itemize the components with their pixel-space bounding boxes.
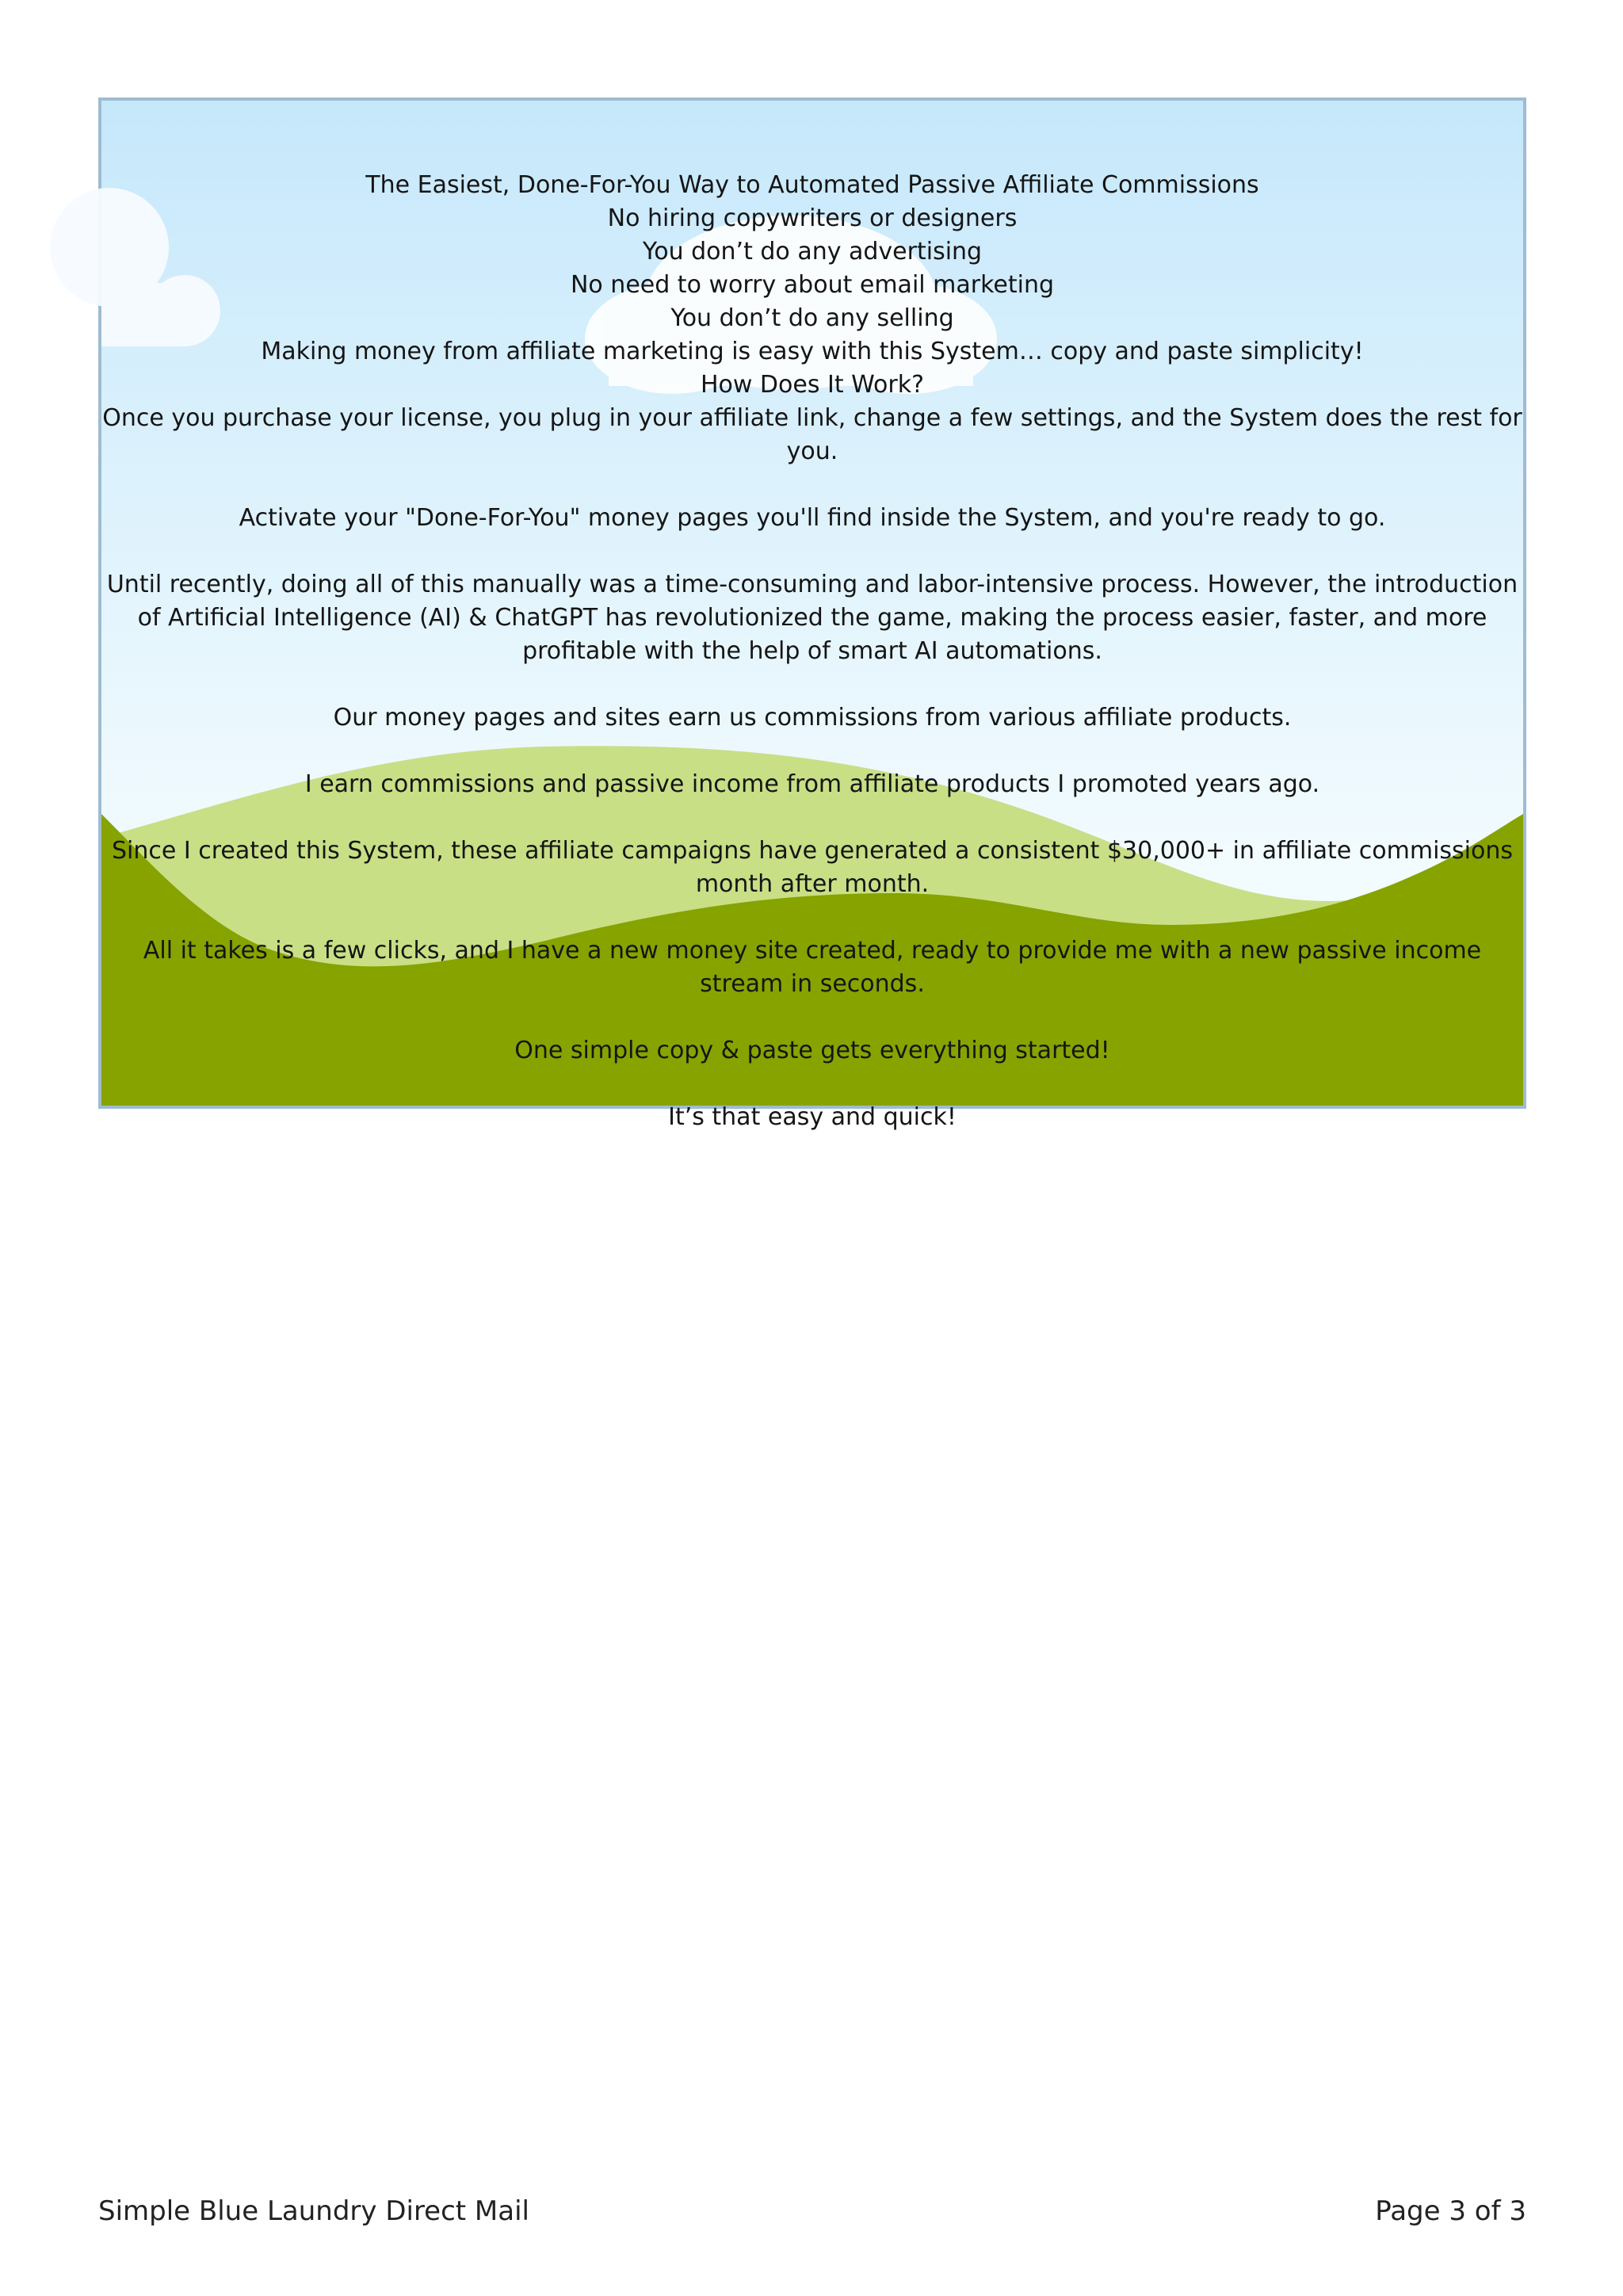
paragraph-money-pages: Our money pages and sites earn us commissions from various affiliate products. [333, 704, 1292, 732]
bullet-no-advertising: You don’t do any advertising [642, 238, 983, 266]
paragraph-easy-quick: It’s that easy and quick! [668, 1103, 957, 1131]
footer-document-title: Simple Blue Laundry Direct Mail [98, 2195, 529, 2227]
paragraph-few-clicks: All it takes is a few clicks, and I have a new money site created, ready to provide me with a new passive income stream in seconds. [143, 937, 1482, 998]
footer-page-number: Page 3 of 3 [1375, 2195, 1526, 2227]
paragraph-copy-paste: One simple copy & paste gets everything started! [514, 1037, 1110, 1064]
banner-card [98, 97, 1526, 1131]
banner-text-block [101, 169, 1523, 1134]
bullet-no-selling: You don’t do any selling [670, 304, 954, 332]
paragraph-passive-income: I earn commissions and passive income from affiliate products I promoted years ago. [304, 770, 1320, 798]
bullet-no-email-marketing: No need to worry about email marketing [570, 271, 1055, 299]
paragraph-ai-revolution: Until recently, doing all of this manually was a time-consuming and labor-intensive process. However, the introduction of Artificial Intelligence (AI) & ChatGPT has revolutionized the game, making the process easier, faster, and more profitable with the help of smart AI automations. [106, 571, 1518, 665]
paragraph-purchase-license: Once you purchase your license, you plug in your affiliate link, change a few settings, and the System does the rest for you. [102, 404, 1522, 465]
bullet-no-hiring: No hiring copywriters or designers [607, 204, 1018, 232]
bullet-easy-money: Making money from affiliate marketing is easy with this System… copy and paste simplicity! [261, 338, 1364, 365]
paragraph-activate-pages: Activate your "Done-For-You" money pages you'll find inside the System, and you're ready to go. [239, 504, 1386, 532]
subheading: How Does It Work? [700, 371, 925, 399]
headline: The Easiest, Done-For-You Way to Automated Passive Affiliate Commissions [365, 171, 1259, 199]
paragraph-30000-commissions: Since I created this System, these affiliate campaigns have generated a consistent $30,000+ in affiliate commissions month after month. [111, 837, 1513, 898]
